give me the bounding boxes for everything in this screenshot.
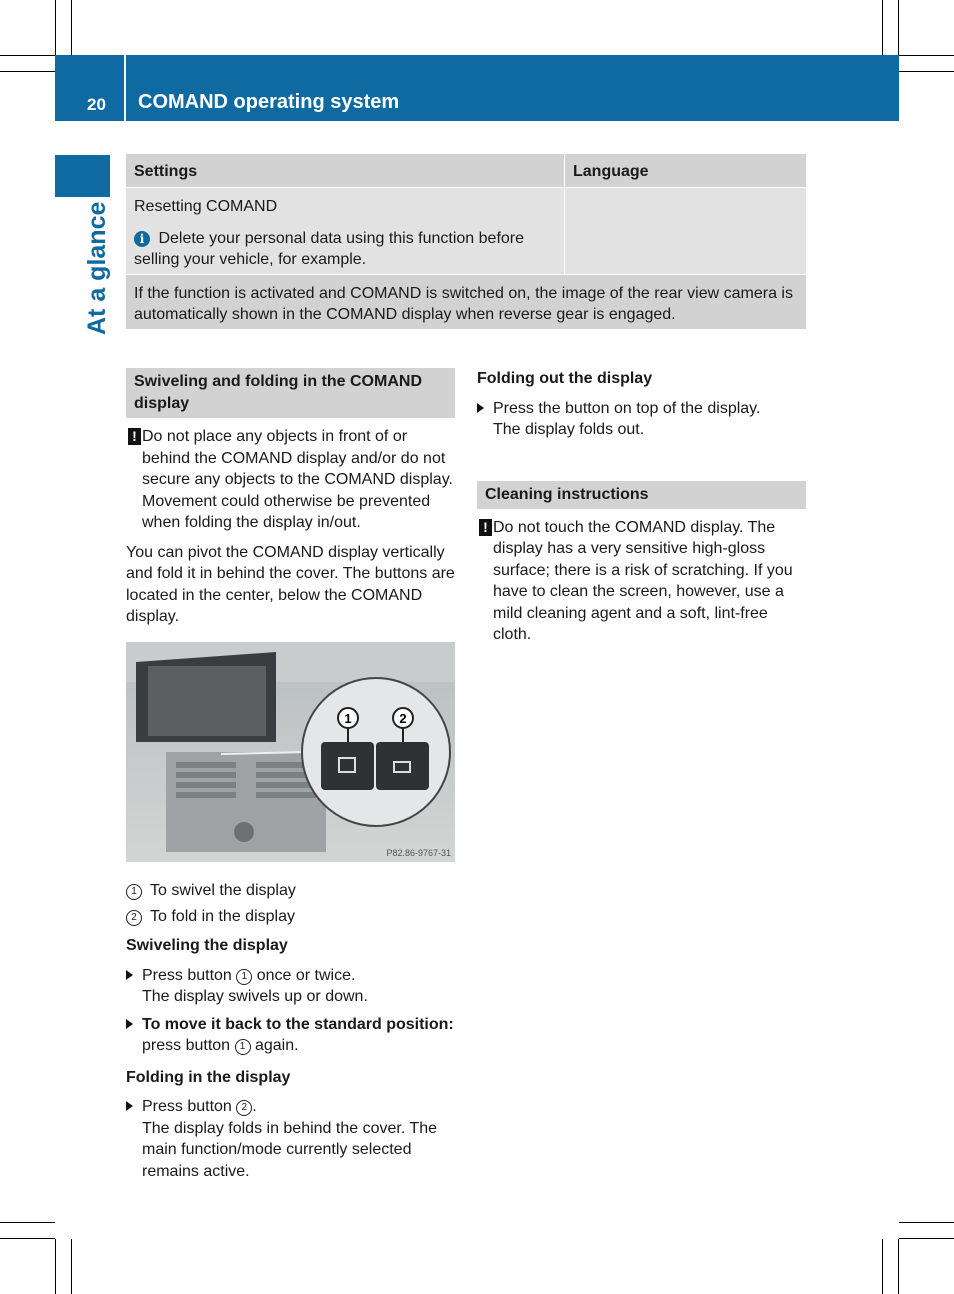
row-title: Resetting COMAND: [134, 198, 278, 215]
legend-item: 1 To swivel the display: [126, 880, 455, 902]
callout-2-icon: 2: [126, 910, 142, 926]
info-icon: i: [134, 231, 150, 247]
crop-mark: [899, 55, 954, 56]
subheading-folding-in: Folding in the display: [126, 1068, 291, 1086]
instruction-step: Press button 1 once or twice. The display swivels up or down.: [126, 965, 455, 1008]
chapter-tab: [55, 155, 110, 197]
crop-mark: [55, 0, 56, 55]
table-header-language: Language: [565, 154, 806, 187]
callout-1-icon: 1: [235, 1039, 251, 1055]
crop-mark: [0, 1238, 55, 1239]
table-cell-empty: [565, 188, 806, 274]
intro-text: You can pivot the COMAND display vertically and fold it in behind the cover. The buttons are located in the center, below the COMAND display.: [126, 543, 455, 625]
header-separator: [124, 55, 126, 121]
info-note: [134, 228, 554, 270]
crop-mark: [898, 0, 899, 55]
table-note: If the function is activated and COMAND is switched on, the image of the rear view camera is automatically shown in the COMAND display when reverse gear is engaged.: [126, 275, 806, 329]
step-result: The display folds out.: [493, 421, 645, 438]
right-column: [477, 368, 806, 654]
callout-1-icon: 1: [236, 969, 252, 985]
step-arrow-icon: [126, 1101, 133, 1111]
crop-mark: [0, 1222, 55, 1223]
step-arrow-icon: [126, 1019, 133, 1029]
crop-mark: [899, 71, 954, 72]
image-code: P82.86-9767-31: [386, 847, 451, 858]
chapter-label: At a glance: [83, 201, 111, 335]
instruction-step: Press button 2 . The display folds in behind the cover. The main function/mode currently selected remains active.: [126, 1096, 455, 1182]
crop-mark: [0, 55, 55, 56]
step-arrow-icon: [477, 403, 484, 413]
left-column: [126, 368, 455, 1188]
page-number: 20: [87, 95, 106, 114]
callout-2-icon: 2: [236, 1100, 252, 1116]
warning-icon: !: [128, 428, 141, 445]
step-result: The display folds in behind the cover. The main function/mode currently selected remains active.: [142, 1119, 437, 1180]
crop-mark: [71, 1239, 72, 1294]
subheading-folding-out: Folding out the display: [477, 370, 653, 387]
table-row: [126, 188, 564, 274]
dashboard-photo: [126, 642, 455, 862]
table-header-settings: Settings: [126, 154, 564, 187]
section-title-cleaning: Cleaning instructions: [477, 481, 806, 509]
step-arrow-icon: [126, 970, 133, 980]
warning-note: ! Do not touch the COMAND display. The display has a very sensitive high-gloss surface; there is a risk of scratching. If you have to clean the screen, however, use a mild cleaning agent and a soft, lint-free cloth.: [477, 517, 806, 646]
step-result: The display swivels up or down.: [142, 988, 368, 1005]
instruction-step: Press the button on top of the display. The display folds out.: [477, 398, 806, 441]
legend-item: 2 To fold in the display: [126, 906, 455, 928]
info-text: Delete your personal data using this function before selling your vehicle, for example.: [134, 230, 525, 268]
svg-text:2: 2: [399, 710, 407, 726]
settings-table: [126, 154, 806, 329]
svg-text:1: 1: [344, 710, 352, 726]
crop-mark: [899, 1238, 954, 1239]
crop-mark: [898, 1239, 899, 1294]
section-title: Swiveling and folding in the COMAND display: [126, 368, 455, 418]
subheading-swiveling: Swiveling the display: [126, 937, 288, 954]
instruction-step: To move it back to the standard position: press button 1 again.: [126, 1014, 455, 1057]
crop-mark: [71, 0, 72, 55]
warning-icon: !: [479, 519, 492, 536]
crop-mark: [882, 1239, 883, 1294]
crop-mark: [882, 0, 883, 55]
crop-mark: [0, 71, 55, 72]
warning-note: ! Do not place any objects in front of or behind the COMAND display and/or do not secure any objects to the COMAND display. Movement could otherwise be prevented when folding the display in/out.: [126, 426, 455, 534]
page-title: COMAND operating system: [138, 91, 400, 113]
callout-1-icon: 1: [126, 884, 142, 900]
crop-mark: [55, 1239, 56, 1294]
crop-mark: [899, 1222, 954, 1223]
page-header: [55, 55, 899, 121]
